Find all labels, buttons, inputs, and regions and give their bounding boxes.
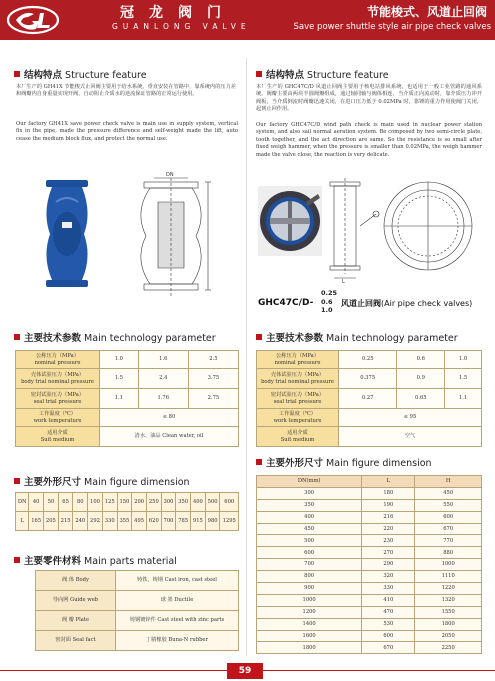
square-bullet-icon [14, 557, 20, 563]
left-dim-table [15, 492, 239, 531]
table-row: 1200 470 1550 [257, 606, 482, 618]
square-bullet-icon [14, 478, 20, 484]
left-structure-heading: 结构特点 Structure feature [14, 67, 147, 81]
l-cell: 700 [161, 512, 176, 531]
square-bullet-icon [256, 334, 262, 340]
column-divider [246, 58, 247, 656]
table-row: 350 190 550 [257, 499, 482, 511]
dn-cell: 250 [146, 493, 161, 512]
dn-cell: 40 [29, 493, 44, 512]
right-tech-table [256, 350, 482, 447]
table-row: 阀 瓣 Plate 铸钢镀锌件 Cast steel with zinc parts [36, 611, 239, 631]
l-cell: 330 [102, 512, 117, 531]
shuttle-valve-section-drawing [141, 172, 211, 296]
page-title-cn: 节能梭式、风道止回阀 [366, 5, 487, 19]
left-tech-heading: 主要技术参数 Main technology parameter [14, 330, 216, 344]
model-code: GHC47C/D- [258, 298, 314, 308]
table-row: L 165 205 215 240 292 330 355 495 620 700 785 915 980 1295 [16, 512, 239, 531]
l-cell: 215 [58, 512, 73, 531]
model-pressure-options: 0.25 0.6 1.0 [321, 289, 338, 314]
svg-text:DN: DN [166, 172, 174, 178]
page-number: 59 [227, 663, 263, 679]
dn-cell: 100 [88, 493, 103, 512]
dn-cell: 300 [161, 493, 176, 512]
table-row: 密封面 Seal fact 丁腈橡胶 Buna-N rubber [36, 631, 239, 651]
square-bullet-icon [256, 459, 262, 465]
right-dim-table [256, 475, 482, 654]
table-row: 800 320 1110 [257, 571, 482, 583]
square-bullet-icon [256, 71, 262, 77]
svg-text:L: L [342, 279, 345, 284]
l-cell: 292 [88, 512, 103, 531]
dn-cell: 200 [132, 493, 147, 512]
table-row: DN 40 50 65 80 100 125 150 200 250 300 350 400 500 600 [16, 493, 239, 512]
shuttle-valve-photo [46, 180, 88, 287]
left-structure-text-cn: 本厂生产的 GH41X 节能梭式止回阀主要用于给水系统，垂直安装在管路中，靠系统内的压力差和阀瓣内自身重量实现开阀、自动阻止介质水的逆流保证管路的正常运行使用。 [16, 84, 236, 98]
table-row: 导向网 Guide web 球 墨 Ductile [36, 591, 239, 611]
table-row: 适用介质 Suit medium 空气 [257, 427, 482, 447]
l-cell: 240 [73, 512, 88, 531]
right-tech-heading: 主要技术参数 Main technology parameter [256, 330, 458, 344]
right-structure-text-en: Our factory GHC47C/D wind path check is main used in nuclear power station system, and also sail normal aeration system. Be composed by two semi-circle plate, tooth together, and the act direction are same. So the resistance is so small after fixed weigh hammer, when the pressure is smaller than 0.02MPa, the weigh hammer made the valve close, the reaction is very delicate. [256, 122, 482, 158]
page-header [0, 0, 495, 40]
table-row: 阀 体 Body 铸铁、铸钢 Cast iron, cast steel [36, 571, 239, 591]
l-cell: 980 [205, 512, 220, 531]
guanlong-logo-icon [6, 5, 60, 35]
table-row: 1000 410 1320 [257, 594, 482, 606]
air-pipe-check-valve-drawing [256, 166, 486, 284]
dn-cell: 80 [73, 493, 88, 512]
table-header-row: DN(mm) L H [257, 476, 482, 488]
table-row: 工作温度（℃） work temperature ≤ 80 [16, 409, 239, 427]
table-row: 密封试验压力（MPa） seal trial pressure 0.27 0.65 1.1 [257, 389, 482, 409]
l-cell: 355 [117, 512, 132, 531]
table-row: 900 330 1220 [257, 583, 482, 595]
l-cell: 915 [191, 512, 206, 531]
l-cell: 165 [29, 512, 44, 531]
page-title-en: Save power shuttle style air pipe check valves [293, 22, 491, 32]
l-cell: 785 [176, 512, 191, 531]
dn-cell: 400 [191, 493, 206, 512]
dn-cell: 65 [58, 493, 73, 512]
table-row: 300 180 450 [257, 487, 482, 499]
brand-name-en: GUANLONG VALVE [112, 22, 251, 31]
right-dim-heading: 主要外形尺寸 Main figure dimension [256, 455, 432, 469]
table-row: 适用介质 Suit medium 清水、油品 Clean water, oil [16, 427, 239, 447]
table-row: 工作温度（℃） work temperature ≤ 95 [257, 409, 482, 427]
left-structure-text-en: Our factory GH41X save power check valve is main use in supply system, vertical fix in the pipe, made the pressure difference and self-weight made the lift, auto cease the medium block flux, and protect the normal use. [16, 121, 238, 142]
l-cell: 205 [44, 512, 59, 531]
dn-cell: 600 [220, 493, 239, 512]
square-bullet-icon [14, 334, 20, 340]
square-bullet-icon [14, 71, 20, 77]
table-row: 壳体试验压力（MPa） body trial nominal pressure 0.375 0.9 1.5 [257, 369, 482, 389]
table-row: 1600 600 2050 [257, 630, 482, 642]
air-valve-photo [258, 186, 322, 256]
l-cell: 495 [132, 512, 147, 531]
right-structure-heading: 结构特点 Structure feature [256, 67, 389, 81]
table-row: 1800 670 2250 [257, 642, 482, 654]
table-row: 600 270 880 [257, 547, 482, 559]
table-row: 1400 530 1800 [257, 618, 482, 630]
right-structure-text-cn: 本厂生产的 GHC47C/D 风道止回阀主要用于核电站排风系统，也适用于一般工业管路的通风系统。阀瓣主要由两块半圆阀瓣组成，通过轴同轴与阀体相连，当介质正向流动时，靠介质压力冲开阀板，当介质倒流时阀瓣迅速关闭，在进口压力低于 0.02MPa 时，靠锤的重力作用使阀门关闭，起到止回作用。 [256, 84, 482, 113]
table-row: 700 290 1000 [257, 559, 482, 571]
left-parts-heading: 主要零件材料 Main parts material [14, 553, 177, 567]
table-row: 密封试验压力（MPa） seal trial pressure 1.1 1.76 2.75 [16, 389, 239, 409]
brand-name-cn: 冠龙阀门 [120, 5, 236, 21]
air-valve-section-drawing [330, 178, 472, 284]
model-name: 风道止回阀(Air pipe check valves) [341, 299, 473, 308]
dn-cell: 350 [176, 493, 191, 512]
left-dim-heading: 主要外形尺寸 Main figure dimension [14, 474, 190, 488]
table-row: 公称压力（MPa） nominal pressure 0.25 0.6 1.0 [257, 351, 482, 369]
table-row: 公称压力（MPa） nominal pressure 1.0 1.6 2.5 [16, 351, 239, 369]
table-row: 450 220 670 [257, 523, 482, 535]
table-row: 400 216 600 [257, 511, 482, 523]
left-parts-table [35, 570, 239, 651]
dn-cell: 125 [102, 493, 117, 512]
shuttle-check-valve-drawing [38, 172, 228, 302]
dn-cell: 50 [44, 493, 59, 512]
dn-cell: 150 [117, 493, 132, 512]
dn-cell: 500 [205, 493, 220, 512]
table-row: 500 230 770 [257, 535, 482, 547]
left-tech-table [15, 350, 239, 447]
l-cell: 1295 [220, 512, 239, 531]
table-row: 壳体试验压力（MPa） body trial nominal pressure 1.5 2.4 3.75 [16, 369, 239, 389]
l-cell: 620 [146, 512, 161, 531]
